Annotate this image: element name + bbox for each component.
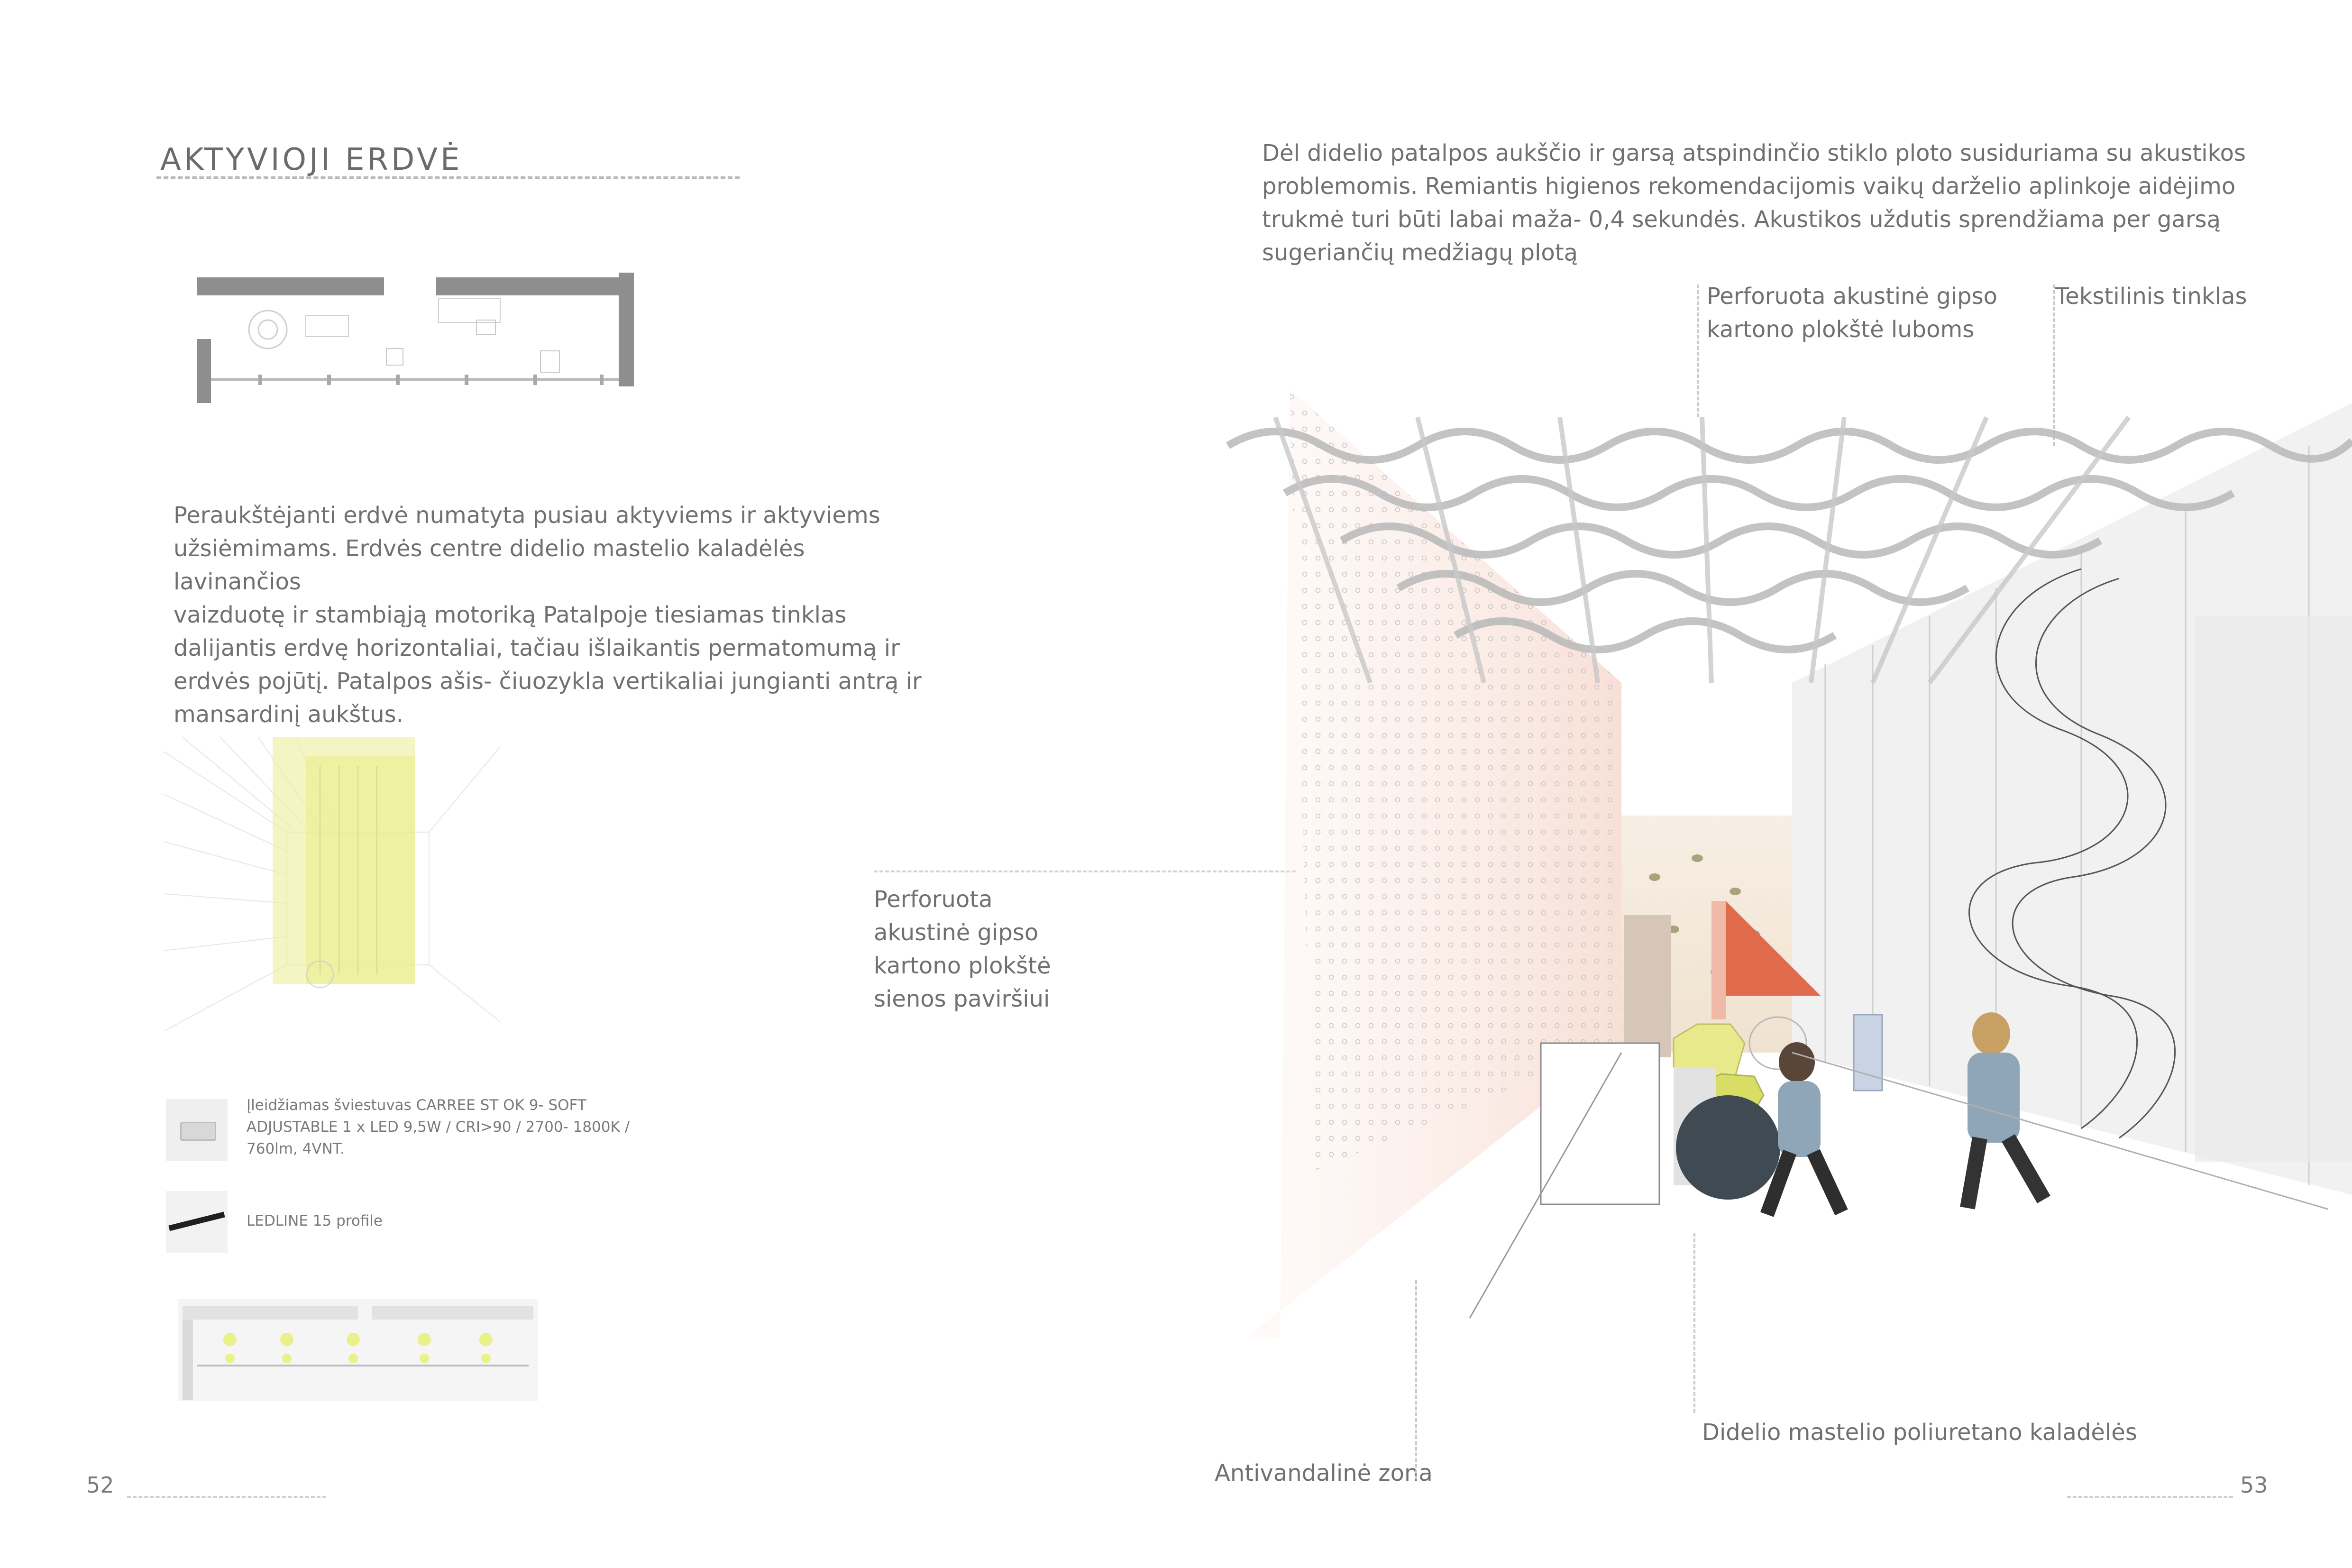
intro-line: trukmė turi būti labai maža- 0,4 sekundės. Akustikos uždutis sprendžiama per garsą xyxy=(1262,206,2221,233)
page-title: AKTYVIOJI ERDVĖ xyxy=(160,142,463,177)
footer-dash-right xyxy=(2067,1496,2233,1498)
annotation-line: Antivandalinė zona xyxy=(1215,1460,1433,1486)
fixture-description xyxy=(247,1210,578,1232)
intro-line: sugeriančių medžiagų plotą xyxy=(1262,239,1578,266)
interior-perspective-illustration xyxy=(1218,389,2352,1337)
page-number-left: 52 xyxy=(86,1472,114,1498)
annotation-antivandal-zone xyxy=(1215,1457,1433,1490)
footer-dash-left xyxy=(127,1496,326,1498)
description-line: Peraukštėjanti erdvė numatyta pusiau aktyviems ir aktyviems xyxy=(174,502,880,529)
annotation-line: Perforuota akustinė gipso xyxy=(1707,283,1997,310)
annotation-line: sienos paviršiui xyxy=(874,986,1050,1012)
annotation-line: akustinė gipso xyxy=(874,919,1039,946)
description-line: dalijantis erdvę horizontaliai, tačiau išlaikantis permatomumą ir xyxy=(174,635,900,661)
fixture-line: Įleidžiamas šviestuvas CARREE ST OK 9- SOFT xyxy=(247,1097,586,1114)
intro-line: Dėl didelio patalpos aukščio ir garsą atspindinčio stiklo ploto susiduriama su akustikos xyxy=(1262,140,2246,166)
annotation-line: Didelio mastelio poliuretano kaladėlės xyxy=(1702,1419,2137,1446)
fixture-line: LEDLINE 15 profile xyxy=(247,1212,383,1229)
description-line: mansardinį aukštus. xyxy=(174,701,403,728)
lighting-plan-drawing xyxy=(178,1299,538,1401)
description-line: vaizduotę ir stambiąją motoriką Patalpoje tiesiamas tinklas xyxy=(174,602,847,628)
intro-line: problemomis. Remiantis higienos rekomendacijomis vaikų darželio aplinkoje aidėjimo xyxy=(1262,173,2236,200)
annotation-blocks xyxy=(1702,1416,2137,1449)
section-plan-drawing xyxy=(192,273,642,408)
annotation-wall-panel xyxy=(874,883,1051,1016)
description-line: užsiėmimams. Erdvės centre didelio mastelio kaladėlės lavinančios xyxy=(174,535,805,595)
title-underline xyxy=(156,176,740,179)
lighting-perspective-sketch xyxy=(164,737,500,1031)
annotation-ceiling-panel xyxy=(1707,280,1997,346)
description-paragraph xyxy=(174,499,932,731)
led-profile-icon xyxy=(166,1191,228,1253)
annotation-textile-net xyxy=(2055,280,2247,313)
annotation-line: Tekstilinis tinklas xyxy=(2055,283,2247,310)
description-line: erdvės pojūtį. Patalpos ašis- čiuozykla vertikaliai jungianti antrą ir xyxy=(174,668,922,695)
annotation-line: kartono plokštė luboms xyxy=(1707,316,1975,343)
fixture-line: ADJUSTABLE 1 x LED 9,5W / CRI>90 / 2700- 1800K / xyxy=(247,1119,630,1136)
fixture-line: 760lm, 4VNT. xyxy=(247,1140,345,1157)
recessed-light-icon xyxy=(166,1099,228,1161)
annotation-line: Perforuota xyxy=(874,886,993,913)
acoustics-intro-paragraph xyxy=(1262,137,2305,269)
fixture-description xyxy=(247,1094,721,1160)
annotation-line: kartono plokštė xyxy=(874,953,1051,979)
page-number-right: 53 xyxy=(2240,1472,2268,1498)
